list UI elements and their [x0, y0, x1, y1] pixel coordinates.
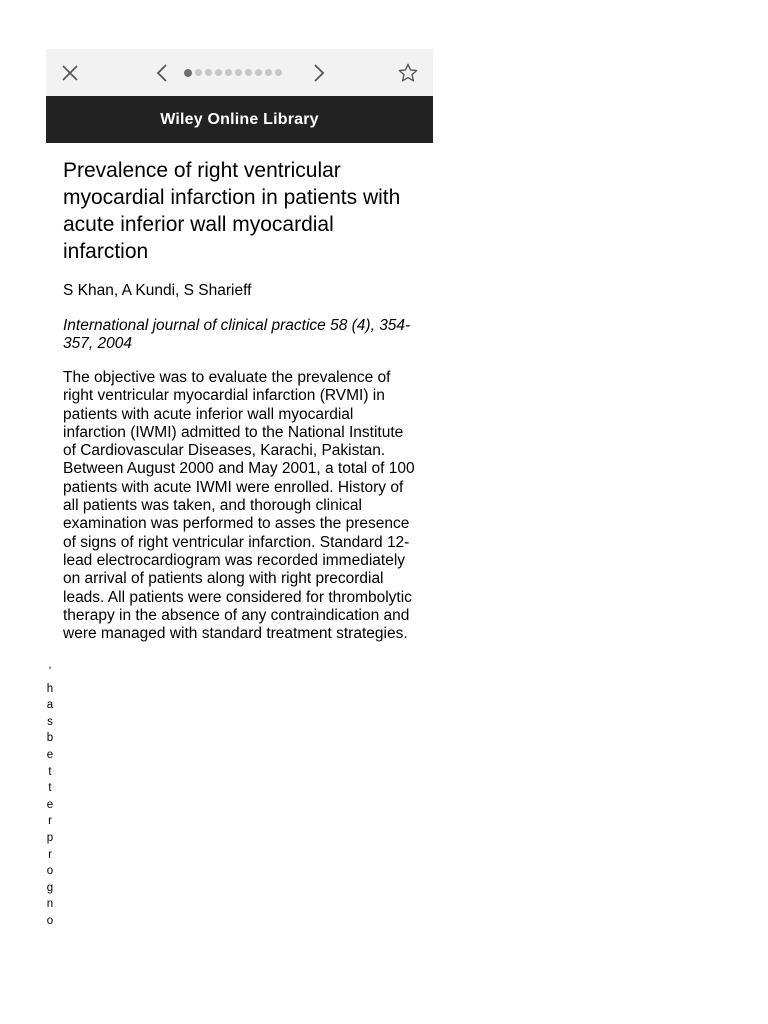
overflow-char: e [46, 798, 54, 811]
article-content [46, 143, 433, 643]
article-abstract: The objective was to evaluate the prevalence of right ventricular myocardial infarction (RVMI) in patients with acute inferior wall myocardial infarction (IWMI) admitted to the National Institute of Cardiovascular Diseases, Karachi, Pakistan. Between August 2000 and May 2001, a total of 100 patients with acute IWMI were enrolled. History of all patients was taken, and thorough clinical examination was performed to asses the presence of signs of right ventricular infarction. Standard 12-lead electrocardiogram was recorded immediately on arrival of patients along with right precordial leads. All patients were considered for thrombolytic therapy in the absence of any contraindication and were managed with standard treatment strategies. [63, 369, 415, 643]
overflow-char: o [46, 914, 54, 927]
star-outline-icon [397, 62, 419, 84]
page-dot[interactable] [215, 69, 222, 76]
overflow-char: e [46, 748, 54, 761]
next-button[interactable] [304, 49, 334, 96]
page-dot[interactable] [184, 69, 192, 77]
page-dot[interactable] [275, 69, 282, 76]
favorite-button[interactable] [392, 49, 424, 96]
chevron-right-icon [313, 63, 325, 83]
article-title[interactable]: Prevalence of right ventricular myocardial infarction in patients with acute inferior wall myocardial infarction [63, 159, 401, 263]
overflow-char: g [46, 881, 54, 894]
overflow-char: a [46, 699, 54, 712]
page-dot[interactable] [265, 69, 272, 76]
page-dot[interactable] [225, 69, 232, 76]
page-dot[interactable] [235, 69, 242, 76]
overflow-char: p [46, 831, 54, 844]
page-dot[interactable] [245, 69, 252, 76]
overflow-char: n [46, 898, 54, 911]
overflow-char: r [48, 848, 52, 861]
article-authors: S Khan, A Kundi, S Sharieff [63, 282, 252, 299]
overflow-char: r [48, 815, 52, 828]
close-button[interactable] [54, 49, 86, 96]
previous-button[interactable] [147, 49, 177, 96]
overflow-char: b [46, 732, 54, 745]
overflow-char: s [47, 715, 53, 728]
page-dot[interactable] [205, 69, 212, 76]
page-indicator [184, 49, 285, 96]
brand-name: Wiley Online Library [160, 110, 319, 128]
close-icon [62, 65, 78, 81]
overflow-char: o [46, 865, 54, 878]
overflow-char: t [48, 765, 52, 778]
overflow-char: ' [48, 666, 52, 678]
overflow-char: t [48, 782, 52, 795]
overflow-char: h [46, 682, 54, 695]
navigation-bar [46, 49, 433, 96]
chevron-left-icon [156, 63, 168, 83]
brand-header[interactable] [46, 96, 433, 143]
page-dot[interactable] [195, 69, 202, 76]
overflow-text-column [44, 664, 56, 930]
page-dot[interactable] [255, 69, 262, 76]
article-journal: International journal of clinical practice 58 (4), 354-357, 2004 [63, 317, 411, 352]
article-card [46, 49, 433, 643]
